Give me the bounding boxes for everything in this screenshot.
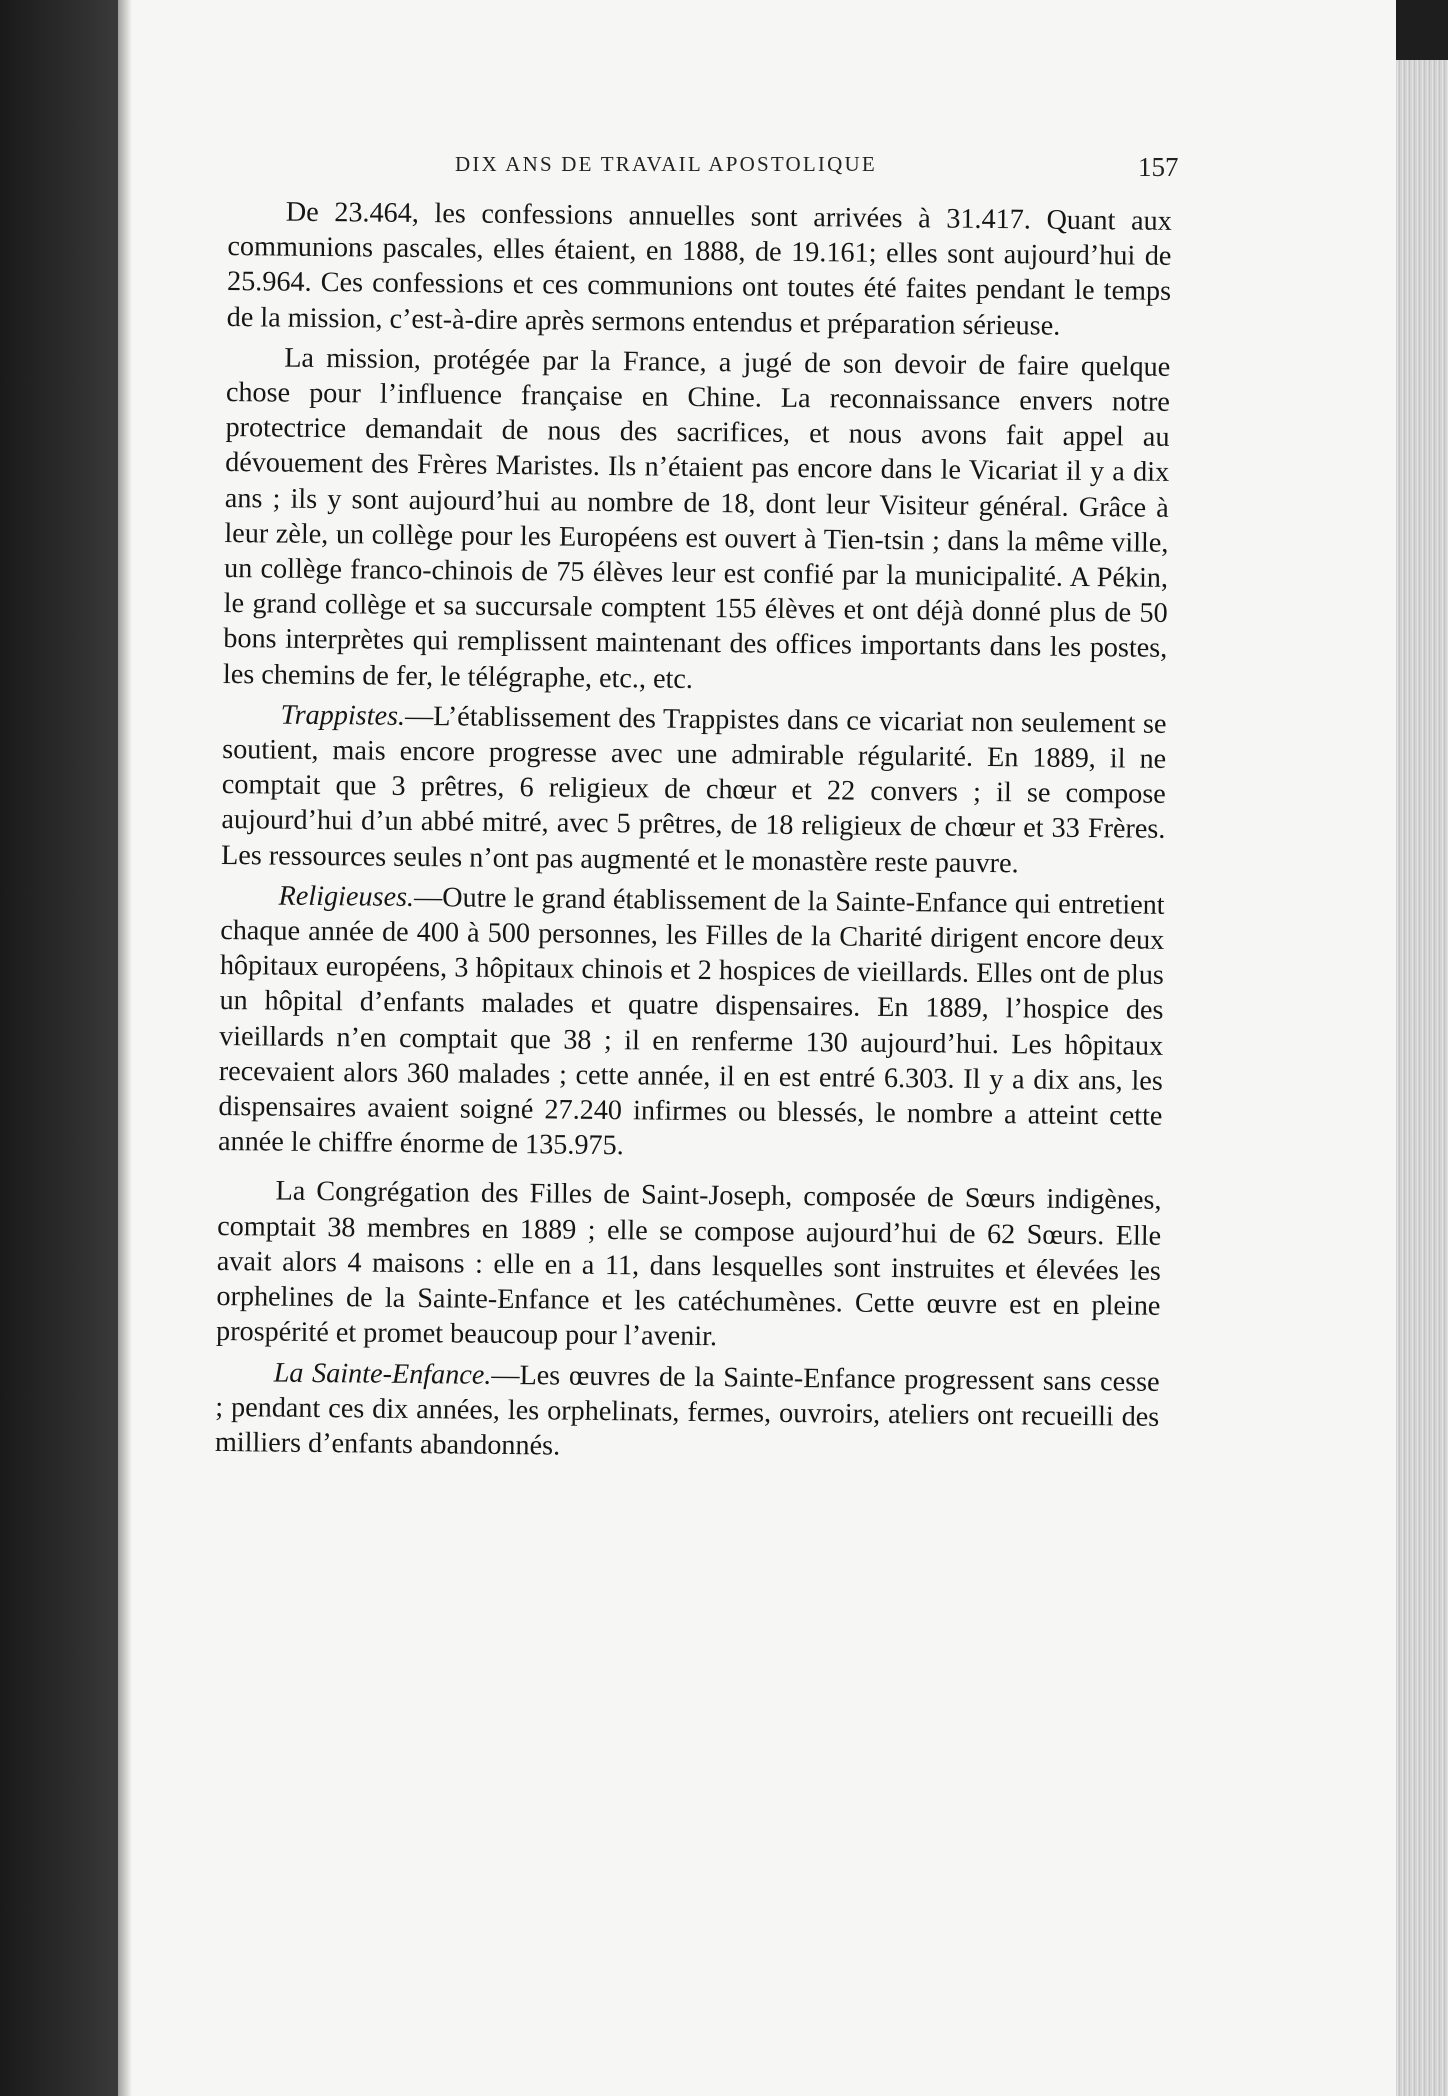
paragraph-text: La mission, protégée par la France, a jugé de son devoir de faire quelque chose pour l’influence française en Chine. La reconnaissance envers notre protectrice demandait de nous des sacrifices, et nous avons fait appel au dévouement des Frères Maristes. Ils n’étaient pas encore dans le Vicariat il y a dix ans ; ils y sont aujourd’hui au nombre de 18, dont leur Visiteur général. Grâce à leur zèle, un collège pour les Européens est ouvert à Tien-tsin ; dans la même ville, un collège franco-chinois de 75 élèves leur est confié par la municipalité. A Pékin, le grand collège et sa succursale comptent 155 élèves et ont déjà donné plus de 50 bons interprètes qui remplissent maintenant des offices importants dans les postes, les chemins de fer, le télégraphe, etc., etc.	[222, 342, 1171, 695]
paragraph-text: —Les œuvres de la Sainte-Enfance progressent sans cesse ; pendant ces dix années, les orphelinats, fermes, ouvroirs, ateliers ont recueilli des milliers d’enfants abandonnés.	[214, 1359, 1160, 1462]
scan-left-margin	[0, 0, 118, 2096]
scan-right-corner	[1396, 0, 1448, 60]
paragraph-filles-saint-joseph	[216, 1173, 1162, 1359]
body-text	[215, 194, 1172, 1470]
page-header	[455, 152, 1179, 192]
paragraph-lead: Trappistes.	[280, 699, 406, 732]
paragraph-lead: La Sainte-Enfance.	[273, 1357, 492, 1391]
paragraph-text: La Congrégation des Filles de Saint-Joseph, composée de Sœurs indigènes, comptait 38 membres en 1889 ; elle se compose aujourd’hui de 62 Sœurs. Elle avait alors 4 maisons : elle en a 11, dans lesquelles sont instruites et élevées les orphelines de la Sainte-Enfance et les catéchumènes. Cette œuvre est en pleine prospérité et promet beaucoup pour l’avenir.	[215, 1176, 1162, 1353]
paragraph-trappistes	[221, 697, 1167, 883]
paragraph-religieuses	[218, 878, 1165, 1169]
paragraph-text: —Outre le grand établissement de la Sainte-Enfance qui entretient chaque année de 400 à 500 personnes, les Filles de la Charité dirigent encore deux hôpitaux européens, 3 hôpitaux chinois et 2 hospices de vieillards. Elles ont de plus un hôpital d’enfants malades et quatre dispensaires. En 1889, l’hospice des vieillards n’en comptait que 38 ; il en renferme 130 aujourd’hui. Les hôpitaux recevaient alors 360 malades ; cette année, il en est entré 6.303. Il y a dix ans, les dispensaires avaient soigné 27.240 infirmes ou blessés, le nombre a atteint cette année le chiffre énorme de 135.975.	[217, 881, 1165, 1162]
running-head: DIX ANS DE TRAVAIL APOSTOLIQUE	[455, 152, 877, 176]
paragraph-text: —L’établissement des Trappistes dans ce vicariat non seulement se soutient, mais encore progresse avec une admirable régularité. En 1889, il ne comptait que 3 prêtres, 6 religieux de chœur et 22 convers ; il se compose aujourd’hui d’un abbé mitré, avec 5 prêtres, de 18 religieux de chœur et 33 Frères. Les ressources seules n’ont pas augmenté et le monastère reste pauvre.	[220, 700, 1167, 879]
paragraph-lead: Religieuses.	[278, 880, 415, 913]
page-number: 157	[1138, 152, 1179, 182]
paragraph-sainte-enfance	[215, 1354, 1160, 1469]
paragraph-text: De 23.464, les confessions annuelles sont arrivées à 31.417. Quant aux communions pascales, elles étaient, en 1888, de 19.161; elles sont aujourd’hui de 25.964. Ces confessions et ces communions ont toutes été faites pendant le temps de la mission, c’est-à-dire après sermons entendus et préparation sérieuse.	[226, 196, 1172, 342]
paragraph-confessions	[227, 194, 1172, 345]
paragraph-mission-france	[223, 340, 1171, 702]
gutter-shadow	[118, 0, 132, 2096]
page-stack-edge	[1396, 60, 1448, 2096]
